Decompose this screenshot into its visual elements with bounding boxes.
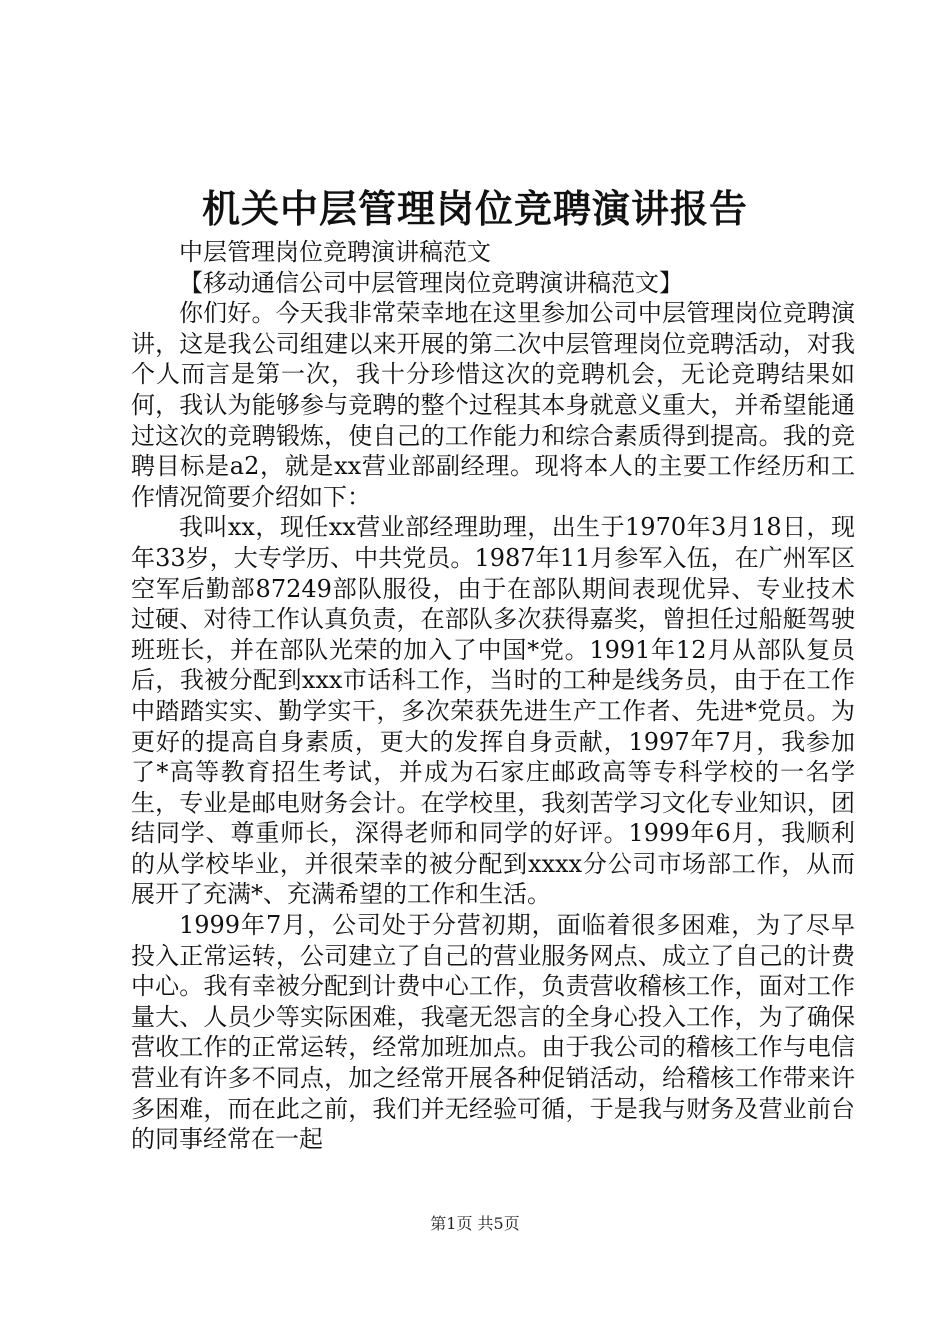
paragraph-bracket-title: 【移动通信公司中层管理岗位竞聘演讲稿范文】 (179, 268, 683, 297)
paragraph-work-history: 1999年7月，公司处于分营初期，面临着很多困难，为了尽早投入正常运转，公司建立了自己的营业服务网点、成立了自己的计费中心。我有幸被分配到计费中心工作，负责营收稽核工作，面对工作量大、人员少等实际困难，我毫无怨言的全身心投入工作，为了确保营收工作的正常运转，经常加班加点。由于我公司的稽核工作与电信营业有许多不同点，加之经常开展各种促销活动，给稽核工作带来许多困难，而在此之前，我们并无经验可循，于是我与财务及营业前台的同事经常在一起 (131, 911, 855, 1154)
document-title: 机关中层管理岗位竞聘演讲报告 (201, 186, 748, 231)
paragraph-greeting: 你们好。今天我非常荣幸地在这里参加公司中层管理岗位竞聘演讲，这是我公司组建以来开展的第二次中层管理岗位竞聘活动，对我个人而言是第一次，我十分珍惜这次的竞聘机会，无论竞聘结果如何，我认为能够参与竞聘的整个过程其本身就意义重大，并希望能通过这次的竞聘锻炼，使自己的工作能力和综合素质得到提高。我的竞聘目标是a2，就是xx营业部副经理。现将本人的主要工作经历和工作情况简要介绍如下： (131, 299, 855, 511)
paragraph-personal-history: 我叫xx，现任xx营业部经理助理，出生于1970年3月18日，现年33岁，大专学历、中共党员。1987年11月参军入伍，在广州军区空军后勤部87249部队服役，由于在部队期间表现优异、专业技术过硬、对待工作认真负责，在部队多次获得嘉奖，曾担任过船艇驾驶班班长，并在部队光荣的加入了中国*党。1991年12月从部队复员后，我被分配到xxx市话科工作，当时的工种是线务员，由于在工作中踏踏实实、勤学实干，多次荣获先进生产工作者、先进*党员。为更好的提高自身素质，更大的发挥自身贡献，1997年7月，我参加了*高等教育招生考试，并成为石家庄邮政高等专科学校的一名学生，专业是邮电财务会计。在学校里，我刻苦学习文化专业知识，团结同学、尊重师长，深得老师和同学的好评。1999年6月，我顺利的从学校毕业，并很荣幸的被分配到xxxx分公司市场部工作，从而展开了充满*、充满希望的工作和生活。 (131, 513, 855, 909)
document-body (131, 237, 855, 1155)
page-number-footer: 第1页 共5页 (430, 1214, 520, 1233)
paragraph-subtitle: 中层管理岗位竞聘演讲稿范文 (179, 238, 491, 266)
